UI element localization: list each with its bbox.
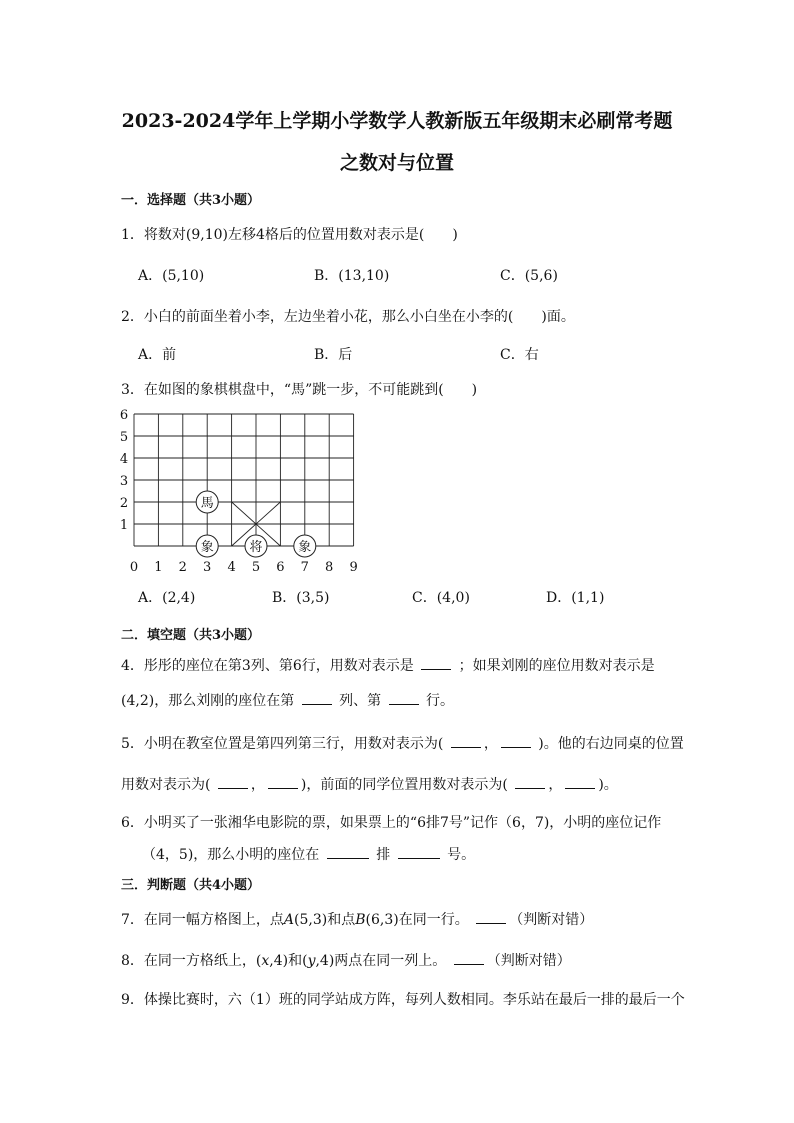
question-5-part2: ， <box>483 736 498 752</box>
x-axis-label: 0 <box>129 560 139 575</box>
question-4-blank-3[interactable] <box>389 692 419 705</box>
question-7-blank[interactable] <box>476 911 506 924</box>
y-axis-label: 5 <box>119 430 129 445</box>
y-axis-label: 4 <box>119 452 129 467</box>
question-8-var-y: y <box>307 953 316 969</box>
question-2-option-a[interactable]: A．前 <box>138 347 177 363</box>
question-5-line2 <box>121 774 618 794</box>
question-8-part2: ,4)和( <box>269 953 308 969</box>
question-3-option-c[interactable]: C．(4,0) <box>412 590 470 606</box>
y-axis-label: 6 <box>119 408 129 423</box>
question-7-text <box>121 909 593 929</box>
question-4-blank-1[interactable] <box>421 657 451 670</box>
question-7-part4: （判断对错） <box>509 912 594 928</box>
question-4-part2: ；如果刘刚的座位用数对表示是 <box>458 658 655 674</box>
x-axis-label: 2 <box>178 560 187 575</box>
question-2-option-b[interactable]: B．后 <box>314 347 353 363</box>
question-8-part3: ,4)两点在同一列上。 <box>315 953 447 969</box>
question-4-line1 <box>121 655 655 675</box>
section-heading-judge: 三．判断题（共4小题） <box>121 878 261 893</box>
chess-piece-label: 馬 <box>200 496 214 511</box>
question-5-part7: ， <box>548 777 563 793</box>
question-6-part3: 排 <box>376 847 391 863</box>
question-5-part5: ， <box>250 777 265 793</box>
question-5-part8: )。 <box>598 777 618 793</box>
question-8-blank[interactable] <box>454 952 484 965</box>
section-heading-fill: 二．填空题（共3小题） <box>121 628 261 643</box>
question-1-option-c[interactable]: C．(5,6) <box>500 268 558 284</box>
question-7-point-a: A <box>283 912 295 928</box>
chess-board-figure <box>112 402 372 580</box>
question-5-blank-3[interactable] <box>218 776 248 789</box>
chess-piece-label: 象 <box>298 540 312 555</box>
question-3-option-b[interactable]: B．(3,5) <box>272 590 330 606</box>
question-1-option-a[interactable]: A．(5,10) <box>138 268 205 284</box>
y-axis-label: 3 <box>119 474 129 489</box>
question-8-part4: （判断对错） <box>486 953 571 969</box>
x-axis-label: 3 <box>203 560 212 575</box>
question-3-option-a[interactable]: A．(2,4) <box>138 590 196 606</box>
question-5-part4: 用数对表示为( <box>121 777 211 793</box>
question-2-option-c[interactable]: C．右 <box>500 347 539 363</box>
x-axis-label: 6 <box>276 560 285 575</box>
question-5-part3: )。他的右边同桌的位置 <box>538 736 684 752</box>
question-6-part2: （4，5)，那么小明的座位在 <box>142 847 320 863</box>
question-5-blank-1[interactable] <box>451 735 481 748</box>
question-4-part5: 行。 <box>426 693 455 709</box>
question-5-part6: )，前面的同学位置用数对表示为( <box>300 777 508 793</box>
question-5-blank-6[interactable] <box>565 776 595 789</box>
y-axis-label: 2 <box>119 496 129 511</box>
chess-piece-label: 将 <box>249 540 263 555</box>
question-6-blank-2[interactable] <box>398 846 440 859</box>
question-4-part3: (4,2)，那么刘刚的座位在第 <box>121 693 295 709</box>
page-title-line2: 之数对与位置 <box>339 152 454 174</box>
question-6-blank-1[interactable] <box>327 846 369 859</box>
question-6-line1: 6．小明买了一张湘华电影院的票，如果票上的“6排7号”记作（6，7)，小明的座位记作 <box>121 815 662 831</box>
question-3-option-d[interactable]: D．(1,1) <box>546 590 605 606</box>
question-7-part1: 7．在同一幅方格图上，点 <box>121 912 284 928</box>
x-axis-label: 4 <box>227 560 236 575</box>
x-axis-label: 1 <box>154 560 163 575</box>
question-1-text: 1．将数对(9,10)左移4格后的位置用数对表示是( ) <box>121 227 458 243</box>
question-5-blank-5[interactable] <box>515 776 545 789</box>
question-4-part1: 4．彤彤的座位在第3列、第6行，用数对表示是 <box>121 658 414 674</box>
question-6-part4: 号。 <box>447 847 476 863</box>
chess-piece-label: 象 <box>200 540 214 555</box>
question-1-option-b[interactable]: B．(13,10) <box>314 268 390 284</box>
question-8-text <box>121 950 571 970</box>
question-8-var-x: x <box>261 953 270 969</box>
y-axis-label: 1 <box>119 518 129 533</box>
question-9-text: 9．体操比赛时，六（1）班的同学站成方阵，每列人数相同。李乐站在最后一排的最后一个 <box>121 992 685 1008</box>
x-axis-label: 7 <box>300 560 309 575</box>
page-title-line1: 2023-2024学年上学期小学数学人教新版五年级期末必刷常考题 <box>121 110 673 132</box>
x-axis-label: 8 <box>325 560 334 575</box>
question-3-text: 3．在如图的象棋棋盘中，“馬”跳一步，不可能跳到( ) <box>121 382 478 398</box>
question-8-part1: 8．在同一方格纸上，( <box>121 953 262 969</box>
question-6-line2 <box>142 844 475 864</box>
x-axis-label: 5 <box>251 560 261 575</box>
question-2-text: 2．小白的前面坐着小李，左边坐着小花，那么小白坐在小李的( )面。 <box>121 309 575 325</box>
question-7-point-b: B <box>355 912 366 928</box>
section-heading-choice: 一．选择题（共3小题） <box>121 193 261 208</box>
question-4-line2 <box>121 690 454 710</box>
question-5-line1 <box>121 733 684 753</box>
question-5-part1: 5．小明在教室位置是第四列第三行，用数对表示为( <box>121 736 444 752</box>
question-5-blank-2[interactable] <box>501 735 531 748</box>
question-4-blank-2[interactable] <box>302 692 332 705</box>
x-axis-label: 9 <box>349 560 358 575</box>
question-5-blank-4[interactable] <box>268 776 298 789</box>
question-4-part4: 列、第 <box>339 693 382 709</box>
question-7-part2: (5,3)和点 <box>294 912 356 928</box>
question-7-part3: (6,3)在同一行。 <box>365 912 469 928</box>
